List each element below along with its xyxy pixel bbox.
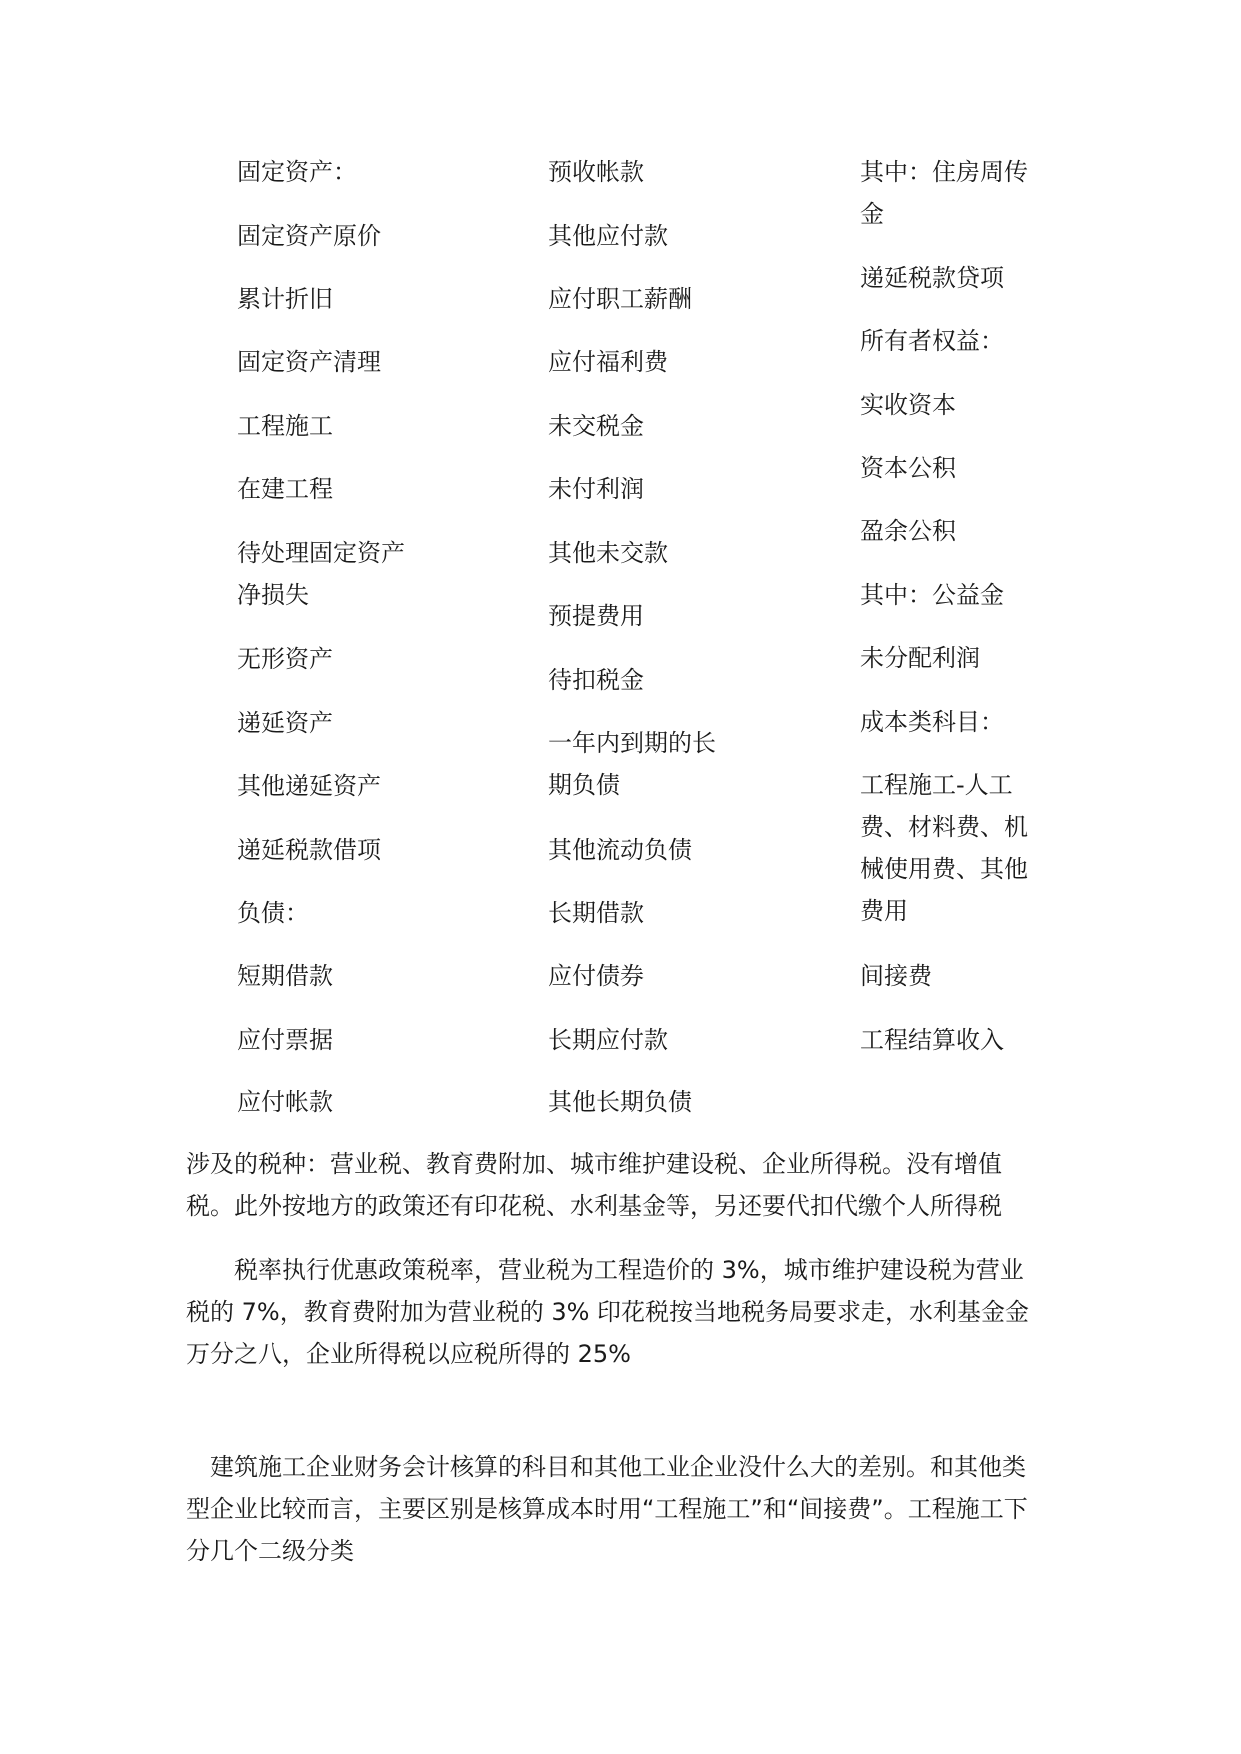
account-item: 应付帐款: [237, 1088, 333, 1116]
account-item: 其他流动负债: [548, 836, 692, 864]
account-item: 预收帐款: [548, 158, 644, 186]
account-item: 未交税金: [548, 412, 644, 440]
account-item: 其他长期负债: [548, 1088, 692, 1116]
account-item: 实收资本: [860, 391, 956, 419]
account-item: 成本类科目：: [860, 708, 1004, 736]
account-item: 资本公积: [860, 454, 956, 482]
account-item: 工程结算收入: [860, 1026, 1004, 1054]
account-item: 长期应付款: [548, 1026, 668, 1054]
account-item: 短期借款: [237, 962, 333, 990]
account-item: 其中：住房周传金: [860, 158, 1028, 228]
account-item: 递延税款贷项: [860, 264, 1004, 292]
account-item: 应付票据: [237, 1026, 333, 1054]
account-item: 累计折旧: [237, 285, 333, 313]
account-item: 递延资产: [237, 709, 333, 737]
account-item: 未付利润: [548, 475, 644, 503]
account-item: 长期借款: [548, 899, 644, 927]
tax-rates-paragraph: 税率执行优惠政策税率，营业税为工程造价的 3%，城市维护建设税为营业税的 7%，教育费附加为营业税的 3% 印花税按当地税务局要求走，水利基金金万分之八，企业所得税以应税所得的 25%: [186, 1256, 1030, 1368]
account-item: 其他应付款: [548, 222, 668, 250]
accounting-subjects-paragraph: 建筑施工企业财务会计核算的科目和其他工业企业没什么大的差别。和其他类型企业比较而言，主要区别是核算成本时用“工程施工”和“间接费”。工程施工下分几个二级分类: [186, 1453, 1028, 1565]
account-item: 固定资产原价: [237, 222, 381, 250]
account-item: 无形资产: [237, 645, 333, 673]
account-item: 应付福利费: [548, 348, 668, 376]
account-item: 所有者权益：: [860, 327, 1004, 355]
account-item: 应付债券: [548, 962, 644, 990]
account-item: 一年内到期的长期负债: [548, 729, 716, 799]
account-item: 预提费用: [548, 602, 644, 630]
account-item: 在建工程: [237, 475, 333, 503]
account-item: 工程施工-人工费、材料费、机械使用费、其他费用: [860, 771, 1028, 925]
account-item: 其他递延资产: [237, 772, 381, 800]
account-item: 工程施工: [237, 412, 333, 440]
account-item: 固定资产：: [237, 158, 357, 186]
account-item: 盈余公积: [860, 517, 956, 545]
account-item: 固定资产清理: [237, 348, 381, 376]
account-item: 其中：公益金: [860, 581, 1004, 609]
account-item: 间接费: [860, 962, 932, 990]
account-item: 递延税款借项: [237, 836, 381, 864]
account-item: 其他未交款: [548, 539, 668, 567]
account-item: 待扣税金: [548, 666, 644, 694]
account-item: 应付职工薪酬: [548, 285, 692, 313]
account-item: 待处理固定资产净损失: [237, 539, 405, 609]
account-item: 未分配利润: [860, 644, 980, 672]
tax-types-paragraph: 涉及的税种：营业税、教育费附加、城市维护建设税、企业所得税。没有增值税。此外按地方的政策还有印花税、水利基金等，另还要代扣代缴个人所得税: [186, 1150, 1002, 1220]
account-item: 负债：: [237, 899, 309, 927]
